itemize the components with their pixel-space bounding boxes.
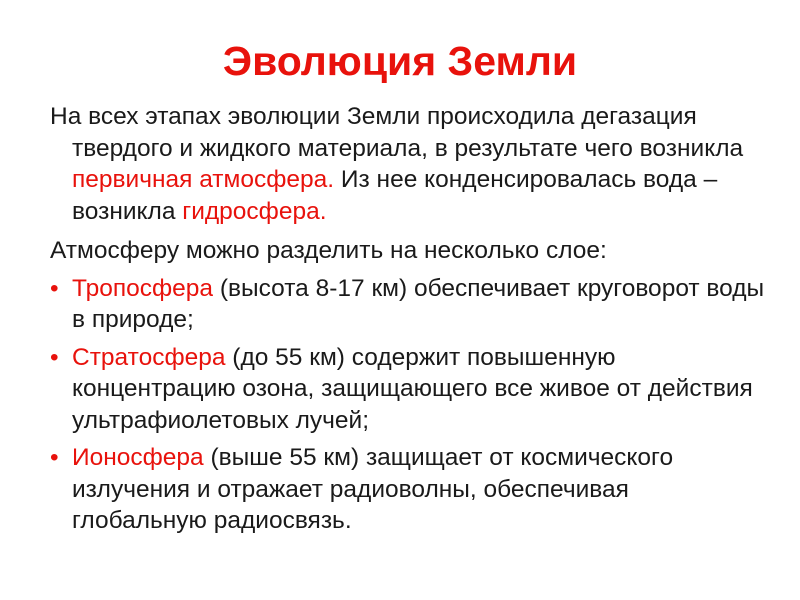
layer-name: Тропосфера xyxy=(72,274,214,302)
list-item-troposphere xyxy=(50,273,770,336)
layers-intro: Атмосферу можно разделить на несколько слое: xyxy=(50,237,607,264)
slide-title: Эволюция Земли xyxy=(222,38,578,84)
bullet-icon: • xyxy=(50,444,59,471)
layer-description: (до 55 км) содержит повышенную концентрацию озона, защищающего все живое от действия ультрафиолетовых лучей; xyxy=(72,343,753,434)
intro-text-start: На всех этапах эволюции Земли происходила дегазация твердого и жидкого материала, в результате чего возникла xyxy=(50,103,744,162)
layer-name: Ионосфера xyxy=(72,444,204,471)
layer-name: Стратосфера xyxy=(72,343,226,371)
layers-list xyxy=(50,273,770,537)
primary-atmosphere-term: первичная атмосфера. xyxy=(72,166,335,193)
bullet-icon: • xyxy=(50,343,59,371)
list-item-ionosphere xyxy=(50,442,770,537)
layer-description: (выше 55 км) защищает от космического излучения и отражает радиоволны, обеспечивая глобальную радиосвязь. xyxy=(72,444,674,534)
hydrosphere-term: гидросфера. xyxy=(182,197,327,225)
intro-text-middle: Из нее конденсировалась вода – возникла xyxy=(72,166,718,225)
bullet-icon: • xyxy=(50,274,59,302)
intro-paragraph xyxy=(50,101,770,227)
layer-description: (высота 8-17 км) обеспечивает круговорот воды в природе; xyxy=(72,274,765,333)
slide-content xyxy=(50,101,770,537)
list-item-stratosphere xyxy=(50,342,770,437)
